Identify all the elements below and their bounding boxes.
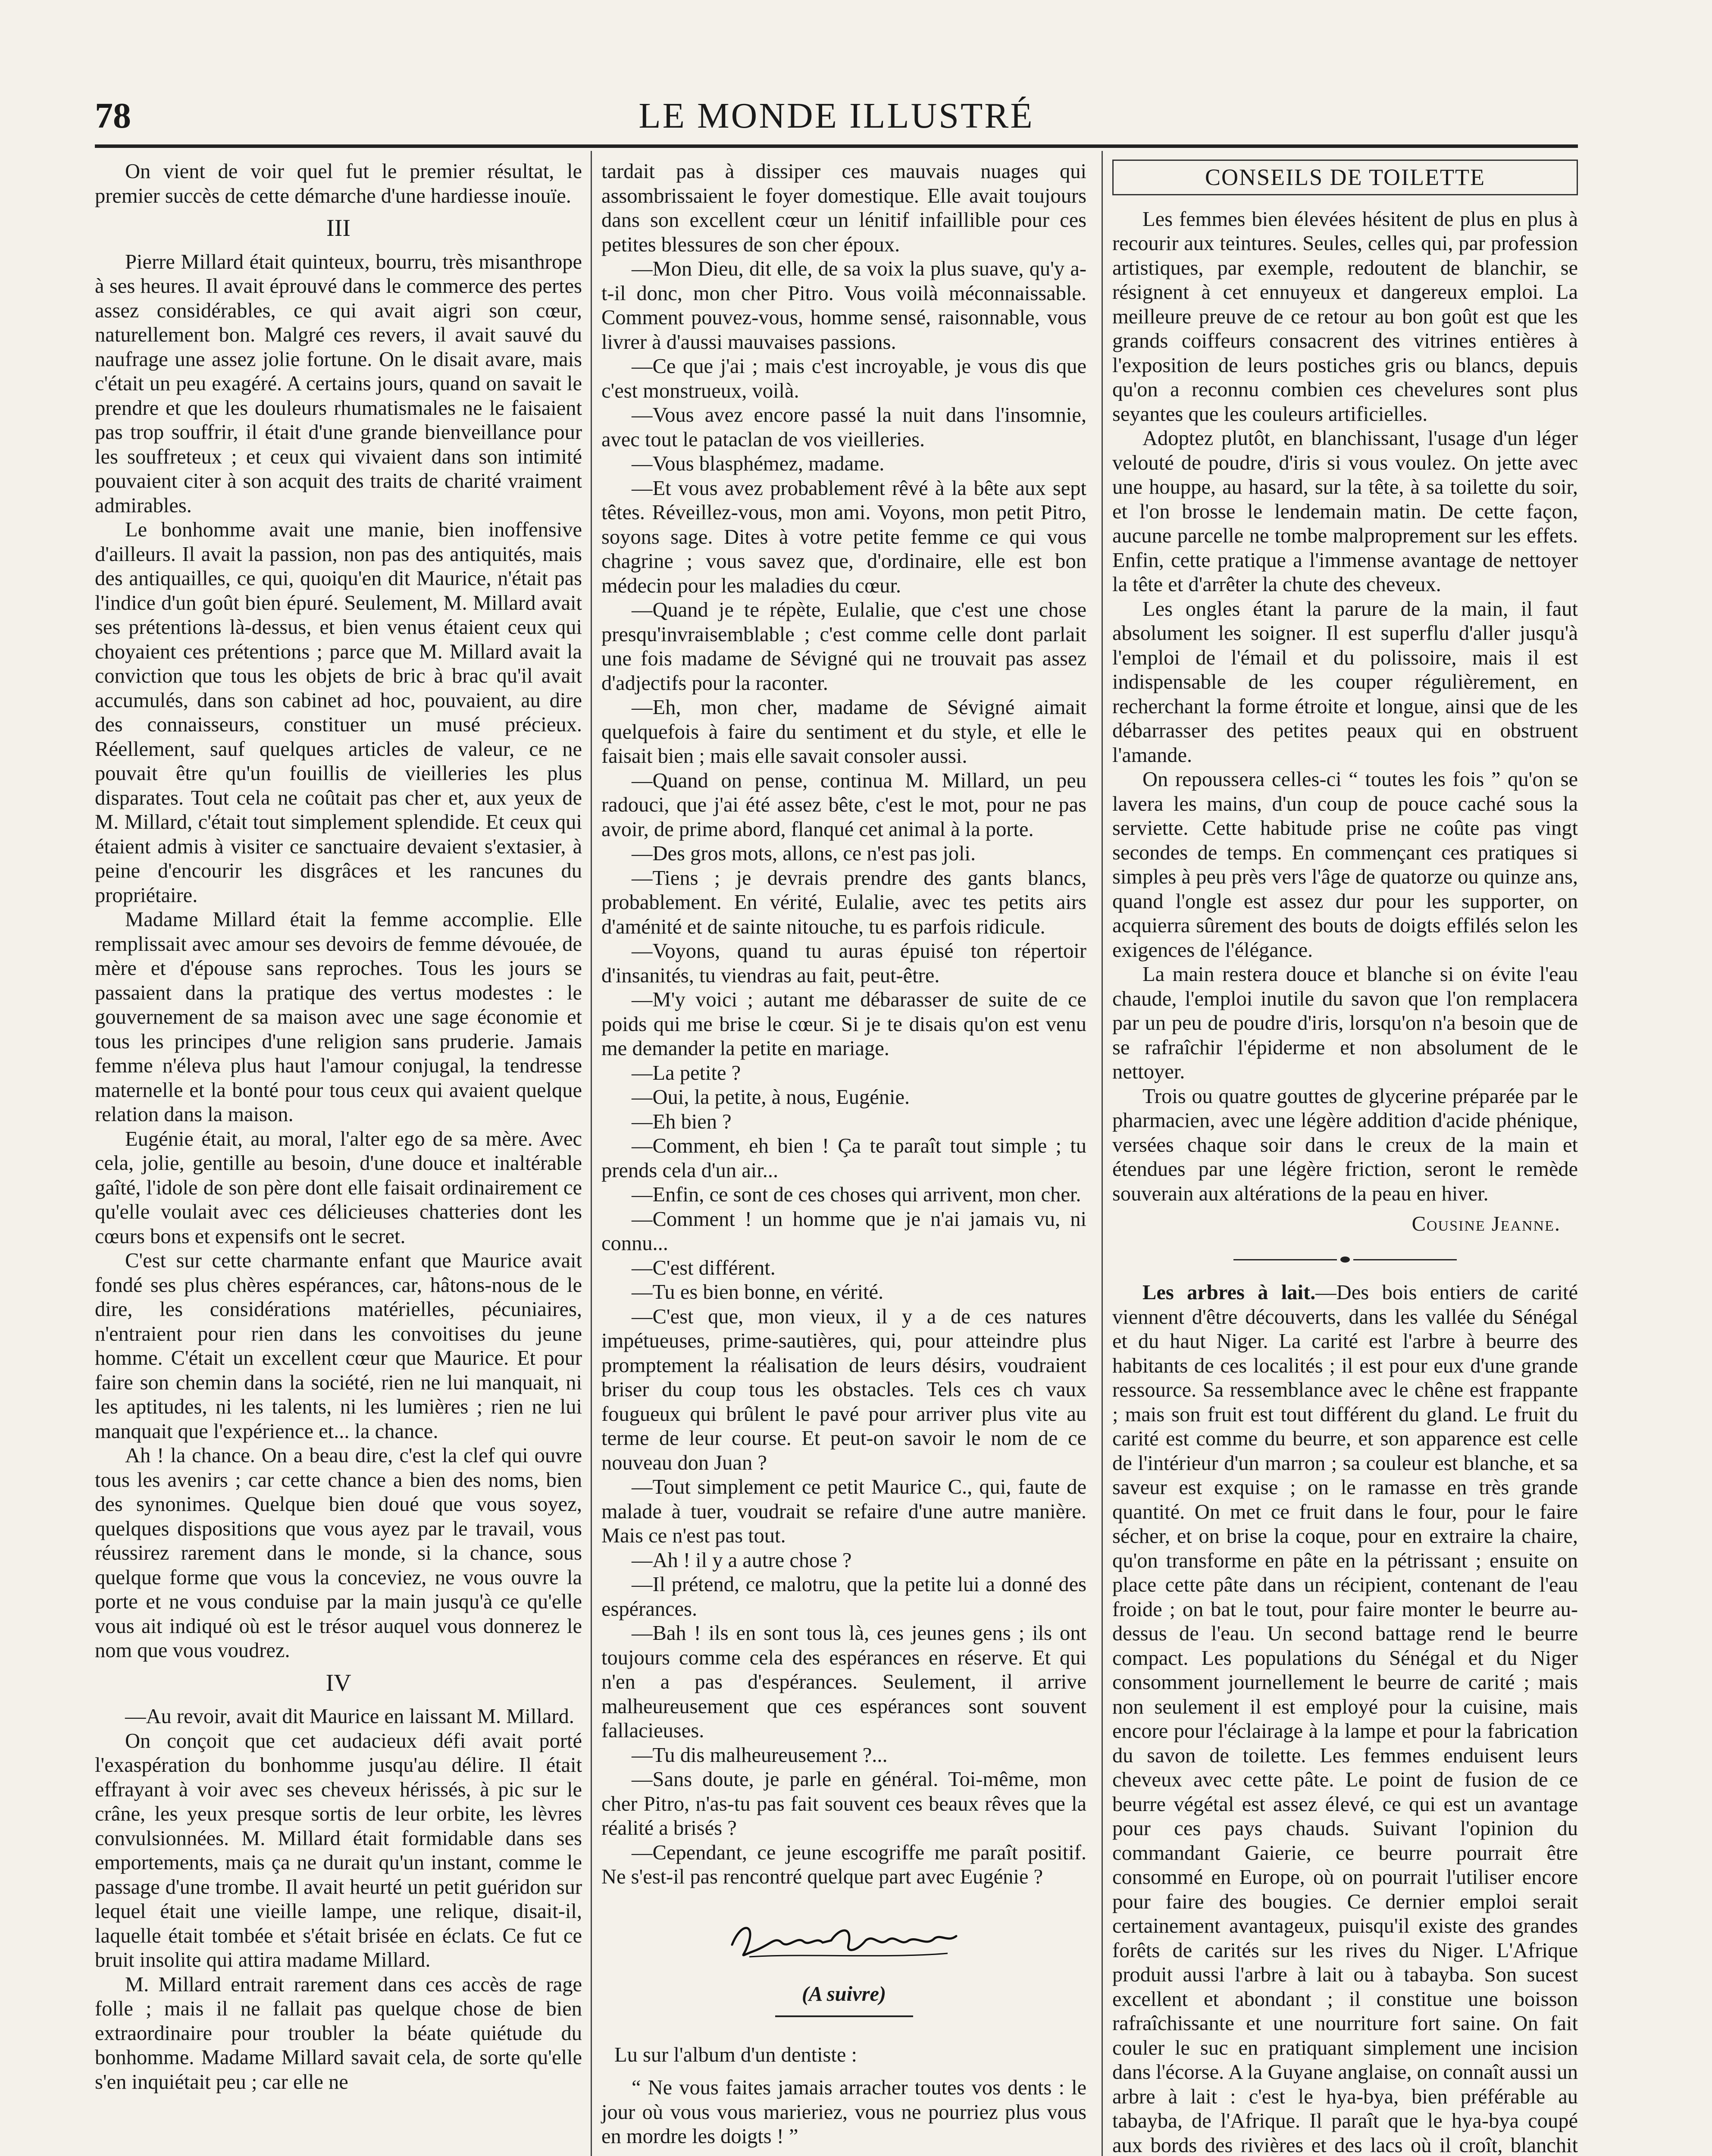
paragraph: —Vous avez encore passé la nuit dans l'insomnie, avec tout le pataclan de vos vieilleries. — [601, 404, 1086, 451]
page-number: 78 — [95, 96, 131, 136]
paragraph: —Comment ! un homme que je n'ai jamais vu, ni connu... — [601, 1207, 1086, 1255]
paragraph: Les ongles étant la parure de la main, il faut absolument les soigner. Il est superflu d'aller jusqu'à l'emploi de l'émail et du polissoire, mais il est indispensable de les couper régulièrement, en recherchant la forme étroite et longue, ainsi que de les débarrasser des petites peaux qui en obstruent l'amande. — [1112, 597, 1578, 767]
paragraph: On vient de voir quel fut le premier résultat, le premier succès de cette démarche d'une hardiesse inouïe. — [95, 160, 582, 207]
anecdote-intro: Lu sur l'album d'un dentiste : — [614, 2043, 858, 2066]
paragraph: tardait pas à dissiper ces mauvais nuages qui assombrissaient le foyer domestique. Elle avait toujours dans son excellent cœur un lénitif infaillible pour ces petites blessures de son cher époux. — [601, 160, 1086, 256]
paragraph: —Eh bien ? — [632, 1110, 732, 1133]
paragraph: —Eh, mon cher, madame de Sévigné aimait quelquefois à faire du sentiment et du style, et elle le faisait bien ; mais elle savait consoler aussi. — [601, 696, 1086, 768]
column-divider — [1102, 151, 1103, 2156]
paragraph: —Vous blasphémez, madame. — [632, 452, 885, 475]
section-title: CONSEILS DE TOILETTE — [1112, 160, 1578, 195]
paragraph: —Quand je te répète, Eulalie, que c'est une chose presqu'invraisemblable ; c'est comme celle dont parlait une fois madame de Sévigné qui ne trouvait pas assez d'adjectifs pour la raconter. — [601, 599, 1086, 695]
paragraph: —Quand on pense, continua M. Millard, un peu radouci, que j'ai été assez bête, c'est le mot, pour ne pas avoir, de prime abord, flanqué cet animal à la porte. — [601, 769, 1086, 841]
paragraph: La main restera douce et blanche si on évite l'eau chaude, l'emploi inutile du savon que l'on remplacera par un peu de poudre d'iris, lorsqu'on n'a besoin que de se rafraîchir l'épiderme et non absolument de le nettoyer. — [1112, 963, 1578, 1083]
paragraph: Trois ou quatre gouttes de glycerine préparée par le pharmacien, avec une légère addition d'acide phénique, versées chaque soir dans le creux de la main et étendues par une légère friction, seront le remède souverain aux altérations de la peau en hiver. — [1112, 1084, 1578, 1205]
paragraph: —C'est que, mon vieux, il y a de ces natures impétueuses, prime-sautières, qui, pour atteindre plus promptement la réalisation de leurs désirs, voudraient briser du coup tous les obstacles. Tels ces ch vaux fougueux qui brûlent le pavé pour arriver plus vite au terme de leur course. Et peut-on savoir le nom de ce nouveau don Juan ? — [601, 1305, 1086, 1474]
column-2 — [601, 160, 1086, 2149]
paragraph: —Enfin, ce sont de ces choses qui arrivent, mon cher. — [632, 1183, 1081, 1206]
section-number: IV — [325, 1669, 351, 1696]
paragraph: —Sans doute, je parle en général. Toi-même, mon cher Pitro, n'as-tu pas fait souvent ces beaux rêves que la réalité a brisés ? — [601, 1768, 1086, 1839]
paragraph: —Bah ! ils en sont tous là, ces jeunes gens ; ils ont toujours comme cela des espérances en réserve. Et qui n'en a pas d'espérances. Seulement, il arrive malheureusement que ces espérances sont souvent fallacieuses. — [601, 1622, 1086, 1742]
header-rule — [95, 144, 1578, 148]
paragraph: On repoussera celles-ci “ toutes les fois ” qu'on se lavera les mains, d'un coup de pouce caché sous la serviette. Cette habitude prise ne coûte pas vingt secondes de temps. En commençant ces pratiques si simples à peu près vers l'âge de quatorze ou quinze ans, quand l'ongle est assez dur pour les supporter, on acquierra sûrement des bouts de doigts effilés selon les exigences de l'élégance. — [1112, 768, 1578, 962]
paragraph: —C'est différent. — [632, 1256, 776, 1279]
paragraph: Eugénie était, au moral, l'alter ego de sa mère. Avec cela, jolie, gentille au besoin, d'une douce et inaltérable gaîté, l'idole de son père dont elle faisait ordinairement ce qu'elle voulait avec ces délicieuses chatteries dont les cœurs bons et expensifs ont le secret. — [95, 1127, 582, 1248]
paragraph: —Voyons, quand tu auras épuisé ton répertoir d'insanités, tu viendras au fait, peut-être. — [601, 940, 1086, 987]
column-1 — [95, 160, 582, 2094]
paragraph: —Tout simplement ce petit Maurice C., qui, faute de malade à tuer, voudrait se refaire d'une autre manière. Mais ce n'est pas tout. — [601, 1476, 1086, 1547]
paragraph: —La petite ? — [632, 1061, 741, 1084]
paragraph: C'est sur cette charmante enfant que Maurice avait fondé ses plus chères espérances, car, hâtons-nous de le dire, les considérations matérielles, pécuniaires, n'entraient pour rien dans les convoitises du jeune homme. C'était un excellent cœur que Maurice. Et pour faire son chemin dans la société, rien ne lui manquait, ni les aptitudes, ni les talents, ni les lumières ; rien ne lui manquait que l'expérience et... la chance. — [95, 1249, 582, 1443]
paragraph: Madame Millard était la femme accomplie. Elle remplissait avec amour ses devoirs de femme dévouée, de mère et d'épouse sans reproches. Tous les jours se passaient dans la pratique des vertus modestes : le gouvernement de sa maison avec une sage économie et tous les principes d'une religion sans pruderie. Jamais femme n'éleva plus haut l'amour conjugal, la tendresse maternelle et la bonté pour tous ceux qui avaient quelque relation dans la maison. — [95, 908, 582, 1126]
paragraph: Pierre Millard était quinteux, bourru, très misanthrope à ses heures. Il avait éprouvé dans le commerce des pertes assez considérables, ce qui avait aigri son cœur, naturellement bon. Malgré ces revers, il avait sauvé du naufrage une assez jolie fortune. On le disait avare, mais c'était un peu exagéré. A certains jours, quand on savait le prendre et que les douleurs rhumatismales ne le faisaient pas trop souffrir, il était d'une grande bienveillance pour les souffreteux ; et ceux qui vivaient dans son intimité pouvaient citer à son acquit des traits de charité vraiment admirables. — [95, 250, 582, 517]
paragraph: —M'y voici ; autant me débarasser de suite de ce poids qui me brise le cœur. Si je te disais qu'on est venu me demander la petite en mariage. — [601, 988, 1086, 1060]
paragraph: —Et vous avez probablement rêvé à la bête aux sept têtes. Réveillez-vous, mon ami. Voyons, mon petit Pitro, soyons sage. Dites à votre petite femme ce qui vous chagrine ; vous savez que, d'ordinaire, elle est bon médecin pour les maladies du cœur. — [601, 476, 1086, 597]
paragraph: —Tiens ; je devrais prendre des gants blancs, probablement. En vérité, Eulalie, avec tes petits airs d'aménité et de sainte nitouche, tu es parfois ridicule. — [601, 866, 1086, 938]
paragraph: —Ah ! il y a autre chose ? — [632, 1548, 852, 1572]
news-item-text: —Des bois entiers de carité viennent d'être découverts, dans les vallée du Sénégal et du haut Niger. La carité est l'arbre à beurre des habitants de ces localités ; il est pour eux d'une grande ressource. Sa ressemblance avec le chêne est frappante ; mais son fruit est tout différent du gland. Le fruit du carité est comme du beurre, et son apparence est celle de l'intérieur d'un marron ; sa couleur est blanche, et sa saveur est exquise ; on le ramasse en très grande quantité. On met ce fruit dans le four, pour le faire sécher, et on brise la coque, pour en extraire la chaire, qu'on transforme en pâte en la pétrissant ; ensuite on place cette pâte dans un récipient, contenant de l'eau froide ; on bat le tout, pour faire monter le beurre au-dessus de l'eau. Un second battage rend le beurre compact. Les populations du Sénégal et du Niger consomment journellement le beurre de carité ; mais non seulement il est employé pour la cuisine, mais encore pour l'éclairage à la lampe et pour la fabrication du savon de toilette. Les femmes enduisent leurs cheveux avec cette pâte. Le point de fusion de ce beurre végétal est assez élevé, ce qui est un avantage pour ces pays chauds. Suivant l'opinion du commandant Gaierie, ce beurre pourrait être consommé en Europe, où on pourrait l'utiliser encore pour faire des bougies. Ce dernier emploi serait certainement avantageux, puisqu'il existe des grandes forêts de carités sur les rives du Niger. L'Afrique produit aussi l'arbre à lait ou à tabayba. Son sucest excellent et abondant ; il constitue une boisson rafraîchissante et une nourriture fort saine. On fait couler le suc en pratiquant simplement une incision dans l'écorse. A la Guyane anglaise, on connaît aussi un arbre à lait : c'est le hya-bya, bien préférable au tabayba, de l'Afrique. Il paraît que le hya-bya coupé aux bords des rivières et des lacs où il croît, blanchit — [1112, 1281, 1578, 2156]
paragraph: On conçoit que cet audacieux défi avait porté l'exaspération du bonhomme jusqu'au délire. Il était effrayant à voir avec ses cheveux hérissés, à pic sur le crâne, les yeux presque sortis de leur orbite, les lèvres convulsionnées. M. Millard était formidable dans ses emportements, mais ça ne durait qu'un instant, comme le passage d'une trombe. Il avait heurté un petit guéridon sur lequel était une vieille lampe, une relique, disait-il, laquelle était tombée et s'était brisée en éclats. Ce fut ce bruit insolite qui attira madame Millard. — [95, 1729, 582, 1971]
paragraph: —Tu dis malheureusement ?... — [632, 1743, 888, 1767]
paragraph: —Oui, la petite, à nous, Eugénie. — [632, 1086, 910, 1109]
paragraph: Les femmes bien élevées hésitent de plus en plus à recourir aux teintures. Seules, celles qui, par profession artistiques, par exemple, redoutent de blanchir, se résignent à cet ennuyeux et dangereux emploi. La meilleure preuve de ce retour au bon goût est que les grands coiffeurs consacrent des vitrines entières à l'exposition de leurs postiches gris ou blancs, depuis qu'on a reconnu combien ces chevelures sont plus seyantes que les couleurs artificielles. — [1112, 207, 1578, 426]
paragraph: —Cependant, ce jeune escogriffe me paraît positif. Ne s'est-il pas rencontré quelque part avec Eugénie ? — [601, 1841, 1086, 1888]
section-number: III — [326, 215, 351, 241]
paragraph: Ah ! la chance. On a beau dire, c'est la clef qui ouvre tous les avenirs ; car cette chance a bien des noms, bien des synonimes. Quelque bien doué que vous soyez, quelques dispositions que vous ayez par le travail, vous réussirez rarement dans le monde, si la chance, sous quelque forme que vous la conceviez, ne vous ouvre la porte et ne vous conduise par la main jusqu'à ce qu'elle vous ait indiqué où est le trésor auquel vous donnerez le nom que vous voudrez. — [95, 1444, 582, 1662]
anecdote-quote: “ Ne vous faites jamais arracher toutes vos dents : le jour où vous vous marieriez, vous ne pourriez plus vous en mordre les doigts ! ” — [601, 2076, 1086, 2148]
journal-title: LE MONDE ILLUSTRÉ — [638, 96, 1034, 136]
news-item-title: Les arbres à lait. — [1142, 1281, 1316, 1304]
paragraph: —Comment, eh bien ! Ça te paraît tout simple ; tu prends cela d'un air... — [601, 1134, 1086, 1182]
running-header — [95, 86, 1578, 147]
paragraph: —Ce que j'ai ; mais c'est incroyable, je vous dis que c'est monstrueux, voilà. — [601, 355, 1086, 402]
paragraph: —Tu es bien bonne, en vérité. — [632, 1281, 884, 1304]
ornament-divider — [1112, 1246, 1578, 1271]
author-signature — [601, 1910, 1086, 1972]
to-be-continued: (A suivre) — [801, 1983, 886, 2006]
paragraph: —Mon Dieu, dit elle, de sa voix la plus suave, qu'y a-t-il donc, mon cher Pitro. Vous voilà méconnaissable. Comment pouvez-vous, homme sensé, raisonnable, vous livrer à d'aussi mauvaises passions. — [601, 257, 1086, 354]
signature-flourish — [723, 1910, 965, 1966]
column-author: Cousine Jeanne. — [1412, 1213, 1561, 1235]
paragraph: Adoptez plutôt, en blanchissant, l'usage d'un léger velouté de poudre, d'iris si vous voulez. On jette avec une houppe, au hasard, sur la tête, à sa toilette du soir, et l'on brosse le lendemain matin. De cette façon, aucune parcelle ne tombe malproprement sur les effets. Enfin, cette pratique a l'immense avantage de nettoyer la tête et d'arrêter la chute des cheveux. — [1112, 427, 1578, 596]
paragraph: —Des gros mots, allons, ce n'est pas joli. — [632, 842, 976, 865]
paragraph: —Il prétend, ce malotru, que la petite lui a donné des espérances. — [601, 1573, 1086, 1620]
column-divider — [591, 151, 592, 2156]
column-3 — [1112, 160, 1578, 2156]
news-item — [1112, 1281, 1578, 2156]
paragraph: M. Millard entrait rarement dans ces accès de rage folle ; mais il ne fallait pas quelque chose de bien extraordinaire pour troubler la béate quiétude du bonhomme. Madame Millard savait cela, de sorte qu'elle s'en inquiétait peu ; car elle ne — [95, 1973, 582, 2093]
paragraph: Le bonhomme avait une manie, bien inoffensive d'ailleurs. Il avait la passion, non pas des antiquités, mais des antiquailles, ce qui, quoiqu'en dit Maurice, n'était pas l'indice d'un goût bien épuré. Seulement, M. Millard avait ses prétentions là-dessus, et bien venus étaient ceux qui choyaient ces prétentions ; parce que M. Millard avait la conviction que tous les objets de bric à brac qu'il avait accumulés, dans son cabinet ad hoc, pouvaient, au dire des connaisseurs, constituer un musé précieux. Réellement, sauf quelques articles de valeur, ce ne pouvait être qu'un fouillis de vieilleries les plus disparates. Tout cela ne coûtait pas cher et, aux yeux de M. Millard, c'était tout simplement splendide. Et ceux qui étaient admis à visiter ce sanctuaire devaient s'extasier, à peine d'encourir les disgrâces et les rancunes du propriétaire. — [95, 518, 582, 907]
divider-rule — [775, 2015, 913, 2017]
paragraph: —Au revoir, avait dit Maurice en laissant M. Millard. — [125, 1705, 574, 1728]
